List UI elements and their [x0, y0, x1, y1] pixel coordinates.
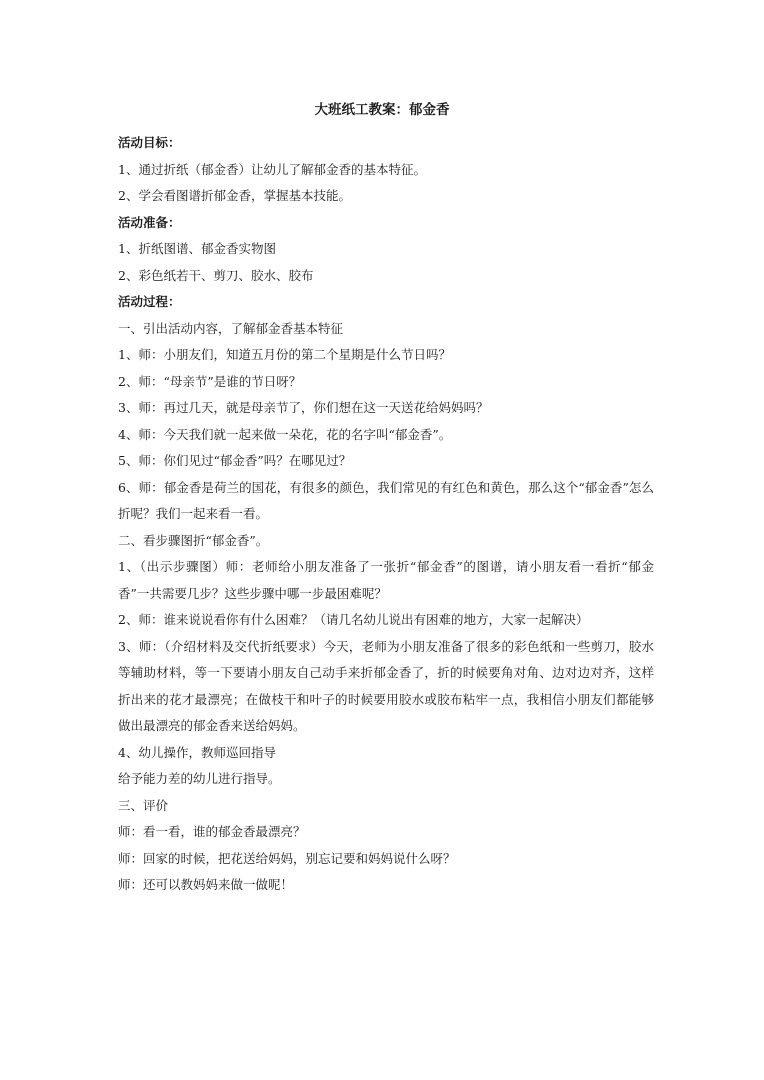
body-line: 给予能力差的幼儿进行指导。 — [118, 771, 281, 786]
body-line: 1、师：小朋友们，知道五月份的第二个星期是什么节日吗？ — [118, 347, 451, 362]
body-line: 1、通过折纸（郁金香）让幼儿了解郁金香的基本特征。 — [118, 161, 426, 177]
document-title: 大班纸工教案：郁金香 — [314, 102, 450, 118]
body-line: 2、师：谁来说说看你有什么困难？（请几名幼儿说出有困难的地方，大家一起解决） — [118, 612, 589, 627]
body-line: 2、彩色纸若干、剪刀、胶水、胶布 — [118, 267, 314, 283]
body-line: 二、看步骤图折“郁金香”。 — [118, 532, 269, 548]
body-line: 3、师：再过几天，就是母亲节了，你们想在这一天送花给妈妈吗？ — [118, 400, 489, 415]
section-heading: 活动过程： — [118, 294, 181, 309]
document-body — [118, 130, 654, 899]
body-paragraph: 3、师：（介绍材料及交代折纸要求）今天，老师为小朋友准备了很多的彩色纸和一些剪刀，胶水等辅助材料，等一下要请小朋友自己动手来折郁金香了，折的时候要角对角、边对边对齐，这样折出来的花才最漂亮；在做枝干和叶子的时候要用胶水或胶布粘牢一点，我相信小朋友们都能够做出最漂亮的郁金香来送给妈妈。 — [118, 638, 654, 733]
body-line: 1、折纸图谱、郁金香实物图 — [118, 241, 276, 256]
section-heading: 活动目标： — [118, 135, 181, 150]
body-line: 2、学会看图谱折郁金香，掌握基本技能。 — [118, 188, 351, 203]
body-line: 师：还可以教妈妈来做一做呢！ — [118, 877, 294, 892]
body-paragraph: 6、师：郁金香是荷兰的国花，有很多的颜色，我们常见的有红色和黄色，那么这个“郁金香”怎么折呢？我们一起来看一看。 — [118, 479, 654, 521]
body-paragraph: 1、（出示步骤图）师：老师给小朋友准备了一张折“郁金香”的图谱，请小朋友看一看折“郁金香”一共需要几步？这些步骤中哪一步最困难呢？ — [118, 559, 654, 601]
body-line: 4、幼儿操作，教师巡回指导 — [118, 744, 276, 760]
body-line: 师：回家的时候，把花送给妈妈，别忘记要和妈妈说什么呀？ — [118, 850, 456, 866]
body-line: 三、评价 — [118, 797, 169, 813]
body-line: 5、师：你们见过“郁金香”吗？在哪见过？ — [118, 453, 352, 468]
body-line: 一、引出活动内容，了解郁金香基本特征 — [118, 320, 344, 336]
body-line: 师：看一看，谁的郁金香最漂亮？ — [118, 824, 306, 839]
section-heading: 活动准备： — [118, 214, 181, 230]
body-line: 4、师：今天我们就一起来做一朵花，花的名字叫“郁金香”。 — [118, 426, 452, 442]
body-line: 2、师：“母亲节”是谁的节日呀？ — [118, 373, 302, 389]
